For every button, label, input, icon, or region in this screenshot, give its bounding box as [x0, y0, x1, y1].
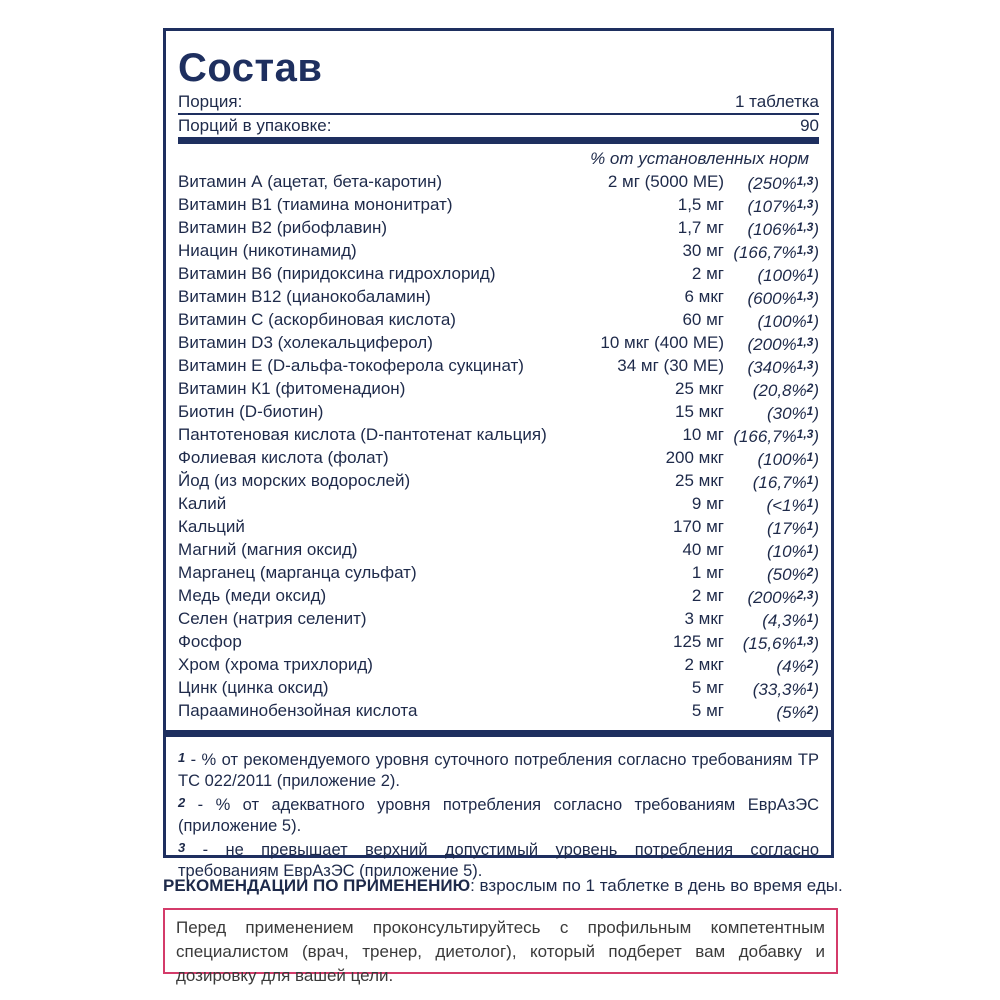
norm-header: % от установленных норм: [590, 149, 809, 168]
percent-value: (20,8%: [752, 381, 807, 400]
ingredient-name: Витамин Е (D-альфа-токоферола сукцинат): [178, 356, 524, 375]
footnote-ref: 2: [806, 381, 814, 395]
ingredient-amount: 5 мг: [691, 678, 724, 697]
footnote-ref: 1,3: [796, 174, 814, 188]
closing-paren: ): [813, 680, 819, 699]
ingredient-name: Витамин С (аскорбиновая кислота): [178, 310, 456, 329]
ingredient-name: Йод (из морских водорослей): [178, 471, 411, 490]
ingredient-percent: [724, 699, 819, 722]
percent-value: (200%: [747, 335, 797, 354]
footnote-ref: 1,3: [796, 243, 814, 257]
closing-paren: ): [813, 588, 819, 607]
ingredient-name: Витамин В12 (цианокобаламин): [178, 287, 431, 306]
ingredient-amount: 25 мкг: [675, 471, 724, 490]
closing-paren: ): [813, 312, 819, 331]
closing-paren: ): [813, 450, 819, 469]
percent-value: (5%: [776, 703, 807, 722]
ingredient-row: [178, 285, 819, 308]
ingredient-row: [178, 469, 819, 492]
footnote-ref: 1: [806, 450, 814, 464]
ingredient-amount: 1 мг: [691, 563, 724, 582]
closing-paren: ): [813, 335, 819, 354]
closing-paren: ): [813, 174, 819, 193]
ingredient-row: [178, 676, 819, 699]
ingredient-name: Витамин К1 (фитоменадион): [178, 379, 406, 398]
ingredient-percent: [724, 653, 819, 676]
ingredient-row: [178, 561, 819, 584]
ingredients-list: [178, 170, 819, 722]
portion-row: [178, 91, 819, 115]
footnote-ref: 1: [806, 519, 814, 533]
footnote: [178, 792, 819, 837]
closing-paren: ): [813, 381, 819, 400]
percent-value: (600%: [747, 289, 797, 308]
footnote-text: - % от рекомендуемого уровня суточного потребления согласно требованиям ТР ТС 022/2011 (приложение 2).: [178, 751, 819, 790]
ingredient-percent: [724, 193, 819, 216]
percent-value: (166,7%: [733, 243, 797, 262]
closing-paren: ): [813, 565, 819, 584]
ingredient-name: Марганец (марганца сульфат): [178, 563, 417, 582]
ingredient-amount: 30 мг: [682, 241, 724, 260]
percent-value: (340%: [747, 358, 797, 377]
portions-per-pack-label: Порций в упаковке:: [178, 116, 332, 135]
footnote-ref: 1: [806, 312, 814, 326]
percent-value: (<1%: [766, 496, 807, 515]
footnote-ref: 1,3: [796, 358, 814, 372]
ingredient-row: [178, 699, 819, 722]
percent-value: (250%: [747, 174, 797, 193]
closing-paren: ): [813, 220, 819, 239]
closing-paren: ): [813, 657, 819, 676]
divider: [178, 137, 819, 144]
percent-value: (100%: [757, 312, 807, 331]
ingredient-amount: 200 мкг: [665, 448, 724, 467]
closing-paren: ): [813, 266, 819, 285]
ingredient-percent: [724, 423, 819, 446]
percent-value: (106%: [747, 220, 797, 239]
ingredient-row: [178, 538, 819, 561]
ingredient-amount: 6 мкг: [684, 287, 724, 306]
ingredient-amount: 15 мкг: [675, 402, 724, 421]
footnote-text: - не превышает верхний допустимый уровень потребления согласно требованиям ЕврАзЭС (приложение 5).: [178, 841, 819, 880]
ingredient-name: Фосфор: [178, 632, 242, 651]
percent-value: (50%: [766, 565, 807, 584]
ingredient-name: Витамин А (ацетат, бета-каротин): [178, 172, 443, 191]
percent-value: (33,3%: [752, 680, 807, 699]
closing-paren: ): [813, 289, 819, 308]
ingredient-percent: [724, 216, 819, 239]
ingredient-row: [178, 239, 819, 262]
portion-label: Порция:: [178, 92, 243, 111]
warning-text: Перед применением проконсультируйтесь с профильным компетентным специалистом (врач, тренер, диетолог), который подберет вам добавку и дозировку для вашей цели.: [176, 918, 825, 985]
footnote-ref: 1,3: [796, 220, 814, 234]
ingredient-row: [178, 377, 819, 400]
footnote-ref: 1: [806, 473, 814, 487]
ingredient-amount: 170 мг: [673, 517, 724, 536]
ingredient-percent: [724, 400, 819, 423]
ingredient-amount: 3 мкг: [684, 609, 724, 628]
ingredient-row: [178, 607, 819, 630]
ingredient-amount: 1,5 мг: [677, 195, 724, 214]
footnote-ref: 1: [806, 542, 814, 556]
footnote-mark: 2: [178, 795, 186, 810]
divider: [166, 730, 831, 737]
ingredient-row: [178, 354, 819, 377]
ingredient-percent: [724, 377, 819, 400]
ingredient-name: Биотин (D-биотин): [178, 402, 324, 421]
footnote-ref: 2: [806, 657, 814, 671]
ingredient-percent: [724, 446, 819, 469]
closing-paren: ): [813, 473, 819, 492]
closing-paren: ): [813, 703, 819, 722]
closing-paren: ): [813, 427, 819, 446]
ingredient-percent: [724, 170, 819, 193]
footnote-ref: 1,3: [796, 197, 814, 211]
percent-value: (4%: [776, 657, 807, 676]
closing-paren: ): [813, 358, 819, 377]
ingredient-amount: 2 мг: [691, 264, 724, 283]
ingredient-row: [178, 492, 819, 515]
ingredient-row: [178, 653, 819, 676]
portions-per-pack-row: [178, 115, 819, 136]
ingredient-row: [178, 584, 819, 607]
footnote-ref: 1,3: [796, 427, 814, 441]
footnotes: [178, 747, 819, 882]
closing-paren: ): [813, 542, 819, 561]
closing-paren: ): [813, 519, 819, 538]
ingredient-row: [178, 193, 819, 216]
ingredient-amount: 9 мг: [691, 494, 724, 513]
closing-paren: ): [813, 496, 819, 515]
ingredient-percent: [724, 538, 819, 561]
footnote-ref: 1: [806, 404, 814, 418]
ingredient-percent: [724, 492, 819, 515]
ingredient-percent: [724, 469, 819, 492]
ingredient-name: Витамин В1 (тиамина мононитрат): [178, 195, 453, 214]
ingredient-row: [178, 308, 819, 331]
ingredient-row: [178, 400, 819, 423]
ingredient-percent: [724, 584, 819, 607]
ingredient-name: Калий: [178, 494, 227, 513]
footnote-ref: 2: [806, 565, 814, 579]
percent-value: (100%: [757, 450, 807, 469]
footnote-ref: 1,3: [796, 289, 814, 303]
footnote-ref: 2,3: [796, 588, 814, 602]
ingredient-amount: 2 мкг: [684, 655, 724, 674]
closing-paren: ): [813, 197, 819, 216]
ingredient-row: [178, 170, 819, 193]
ingredient-name: Фолиевая кислота (фолат): [178, 448, 389, 467]
ingredient-amount: 5 мг: [691, 701, 724, 720]
ingredient-amount: 2 мг (5000 МЕ): [607, 172, 724, 191]
footnote-ref: 1,3: [796, 335, 814, 349]
ingredient-name: Магний (магния оксид): [178, 540, 358, 559]
closing-paren: ): [813, 611, 819, 630]
ingredient-name: Пантотеновая кислота (D-пантотенат кальция): [178, 425, 547, 444]
ingredient-row: [178, 423, 819, 446]
ingredient-amount: 2 мг: [691, 586, 724, 605]
ingredient-percent: [724, 676, 819, 699]
ingredient-percent: [724, 354, 819, 377]
ingredient-percent: [724, 239, 819, 262]
ingredient-percent: [724, 561, 819, 584]
footnote-ref: 2: [806, 703, 814, 717]
ingredient-amount: 34 мг (30 МЕ): [617, 356, 724, 375]
recommendation-text: : взрослым по 1 таблетке в день во время еды.: [470, 876, 843, 895]
ingredient-amount: 10 мкг (400 МЕ): [600, 333, 724, 352]
footnote-text: - % от адекватного уровня потребления согласно требованиям ЕврАзЭС (приложение 5).: [178, 796, 819, 835]
footnote-mark: 3: [178, 840, 186, 855]
ingredient-percent: [724, 308, 819, 331]
percent-value: (4,3%: [762, 611, 807, 630]
ingredient-row: [178, 216, 819, 239]
closing-paren: ): [813, 243, 819, 262]
percent-value: (200%: [747, 588, 797, 607]
footnote-ref: 1: [806, 611, 814, 625]
ingredient-name: Витамин В2 (рибофлавин): [178, 218, 388, 237]
footnote-ref: 1: [806, 266, 814, 280]
ingredient-amount: 25 мкг: [675, 379, 724, 398]
recommendation: [163, 875, 843, 897]
closing-paren: ): [813, 634, 819, 653]
footnote-ref: 1,3: [796, 634, 814, 648]
ingredient-row: [178, 515, 819, 538]
footnote-ref: 1: [806, 680, 814, 694]
ingredient-percent: [724, 515, 819, 538]
ingredient-name: Парааминобензойная кислота: [178, 701, 418, 720]
ingredient-amount: 10 мг: [682, 425, 724, 444]
ingredient-percent: [724, 607, 819, 630]
warning-box: [163, 908, 838, 985]
footnote-ref: 1: [806, 496, 814, 510]
ingredient-row: [178, 262, 819, 285]
ingredient-name: Кальций: [178, 517, 245, 536]
ingredient-percent: [724, 285, 819, 308]
closing-paren: ): [813, 404, 819, 423]
ingredient-name: Медь (меди оксид): [178, 586, 327, 605]
percent-value: (17%: [766, 519, 807, 538]
ingredient-amount: 60 мг: [682, 310, 724, 329]
footnote: [178, 747, 819, 792]
ingredient-percent: [724, 331, 819, 354]
portion-value: 1 таблетка: [734, 92, 819, 111]
ingredient-amount: 1,7 мг: [677, 218, 724, 237]
ingredient-row: [178, 446, 819, 469]
ingredient-percent: [724, 262, 819, 285]
ingredient-amount: 40 мг: [682, 540, 724, 559]
ingredient-percent: [724, 630, 819, 653]
ingredient-row: [178, 630, 819, 653]
percent-value: (15,6%: [742, 634, 797, 653]
page-title: Состав: [178, 46, 323, 90]
percent-value: (16,7%: [752, 473, 807, 492]
footnote-mark: 1: [178, 750, 186, 765]
percent-value: (107%: [747, 197, 797, 216]
percent-value: (166,7%: [733, 427, 797, 446]
ingredient-name: Витамин D3 (холекальциферол): [178, 333, 433, 352]
portions-per-pack-value: 90: [800, 116, 819, 135]
ingredient-name: Ниацин (никотинамид): [178, 241, 357, 260]
percent-value: (30%: [766, 404, 807, 423]
ingredient-name: Селен (натрия селенит): [178, 609, 367, 628]
ingredient-name: Витамин В6 (пиридоксина гидрохлорид): [178, 264, 496, 283]
percent-value: (10%: [766, 542, 807, 561]
percent-value: (100%: [757, 266, 807, 285]
ingredient-row: [178, 331, 819, 354]
composition-panel: [163, 28, 834, 880]
ingredient-name: Цинк (цинка оксид): [178, 678, 329, 697]
ingredient-name: Хром (хрома трихлорид): [178, 655, 373, 674]
recommendation-label: РЕКОМЕНДАЦИИ ПО ПРИМЕНЕНИЮ: [163, 876, 471, 895]
ingredient-amount: 125 мг: [673, 632, 724, 651]
